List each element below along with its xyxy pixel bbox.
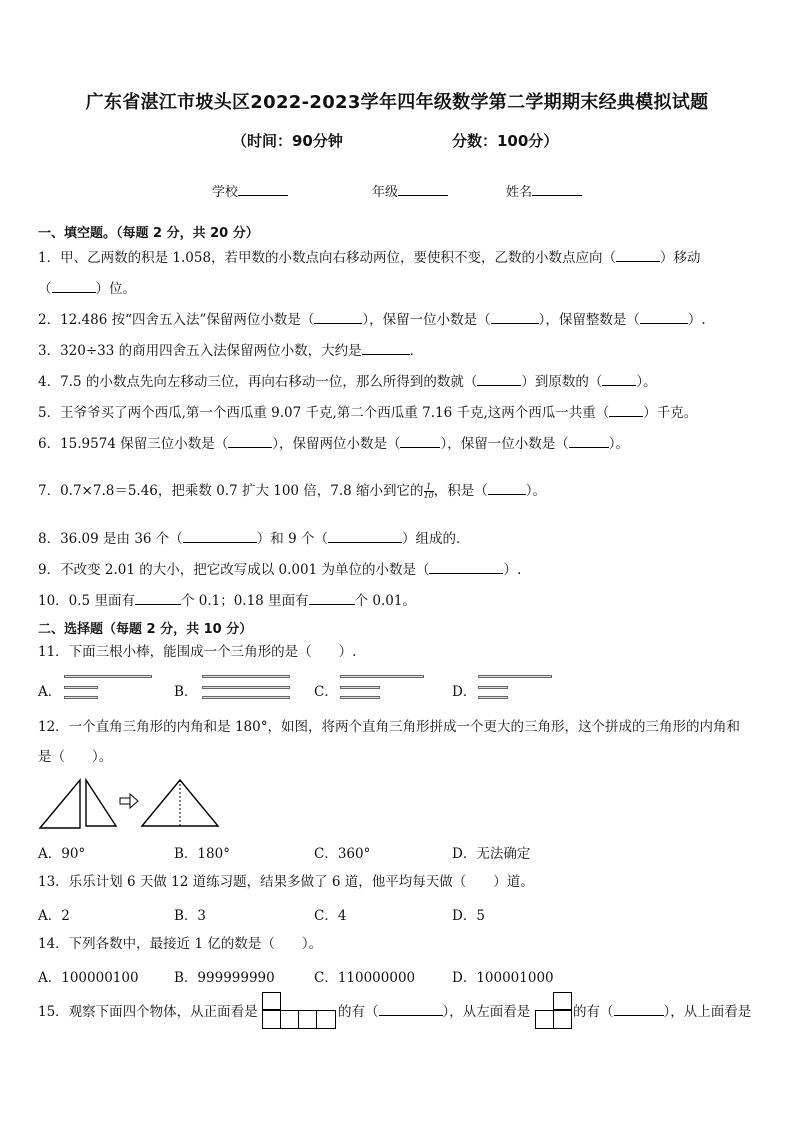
stick-a-mid	[64, 686, 98, 689]
stick-b-mid	[202, 686, 290, 689]
front-view-cell	[280, 1010, 299, 1029]
option-d: D．100001000	[452, 970, 554, 986]
answer-blank	[488, 482, 526, 495]
answer-blank	[309, 592, 355, 605]
question-3: 3．320÷33 的商用四舍五入法保留两位小数，大约是 ．	[38, 343, 424, 359]
option-b: B．180°	[174, 846, 230, 862]
answer-blank	[640, 311, 688, 324]
answer-blank	[228, 435, 272, 448]
question-4: 4．7.5 的小数点先向左移动三位，再向右移动一位，那么所得到的数就（ ）到原数的（ ）。	[38, 374, 657, 390]
question-12-line-2: 是（ ）。	[38, 749, 113, 765]
name-blank	[532, 183, 582, 196]
front-view-cell	[262, 1010, 281, 1029]
option-c: C．110000000	[314, 970, 416, 986]
question-9: 9．不改变 2.01 的大小，把它改写成以 0.001 为单位的小数是（ ）.	[38, 562, 522, 578]
fraction-one-tenth: $\frac{1}{10}$	[423, 482, 434, 500]
stick-c-mid	[340, 686, 380, 689]
triangles-figure	[38, 778, 228, 830]
front-view-cell	[316, 1010, 336, 1029]
option-d: D．无法确定	[452, 846, 531, 862]
stick-b-long	[202, 675, 290, 678]
option-a: A．90°	[38, 846, 86, 862]
option-c: C．	[314, 684, 338, 700]
grade-label: 年级	[372, 185, 399, 200]
stick-d-short	[478, 696, 508, 699]
question-12-line-1: 12．一个直角三角形的内角和是 180°，如图，将两个直角三角形拼成一个更大的三角形，这个拼成的三角形的内角和	[38, 719, 740, 735]
answer-blank	[602, 373, 636, 386]
answer-blank	[52, 280, 96, 293]
option-b: B．	[174, 684, 198, 700]
question-8: 8．36.09 是由 36 个（ ）和 9 个（ ）组成的．	[38, 531, 470, 547]
grade-field	[372, 181, 448, 200]
left-view-cell	[553, 992, 572, 1010]
name-field	[506, 181, 582, 200]
answer-blank	[362, 342, 410, 355]
right-triangle-left	[40, 780, 80, 828]
grade-blank	[398, 183, 448, 196]
question-14-options	[38, 966, 778, 986]
option-d: D．5	[452, 908, 485, 924]
question-15-part-1: 15．观察下面四个物体，从正面看是	[38, 1004, 258, 1020]
exam-title: 广东省湛江市坡头区2022-2023学年四年级数学第二学期期末经典模拟试题	[85, 92, 709, 113]
question-13: 13．乐乐计划 6 天做 12 道练习题，结果多做了 6 道，他平均每天做（ ）道。	[38, 874, 534, 890]
left-view-cell	[553, 1010, 572, 1029]
stick-a-long	[64, 675, 152, 678]
answer-blank	[328, 530, 402, 543]
left-view-cell	[535, 1010, 554, 1029]
question-6: 6．15.9574 保留三位小数是（ ），保留两位小数是（ ），保留一位小数是（ ）。	[38, 436, 629, 452]
answer-blank	[429, 561, 503, 574]
stick-d-long	[478, 675, 552, 678]
school-blank	[238, 183, 288, 196]
exam-score: 分数：100分）	[452, 132, 559, 150]
stick-c-short	[340, 696, 380, 699]
question-15-part-2: 的有（ ），从左面看是	[338, 1004, 531, 1020]
question-13-options	[38, 904, 778, 924]
question-7: 7．0.7×7.8＝5.46，把乘数 0.7 扩大 100 倍，7.8 缩小到它的 $\frac{1}{10}$ ，积是（ ）。	[38, 482, 546, 500]
school-label: 学校	[212, 185, 239, 200]
question-10: 10．0.5 里面有 个 0.1；0.18 里面有 个 0.01。	[38, 593, 416, 609]
answer-blank	[477, 373, 521, 386]
question-5: 5．王爷爷买了两个西瓜,第一个西瓜重 9.07 千克,第二个西瓜重 7.16 千克,这两个西瓜一共重（ ）千克。	[38, 405, 698, 421]
answer-blank	[569, 435, 609, 448]
option-b: B．3	[174, 908, 207, 924]
question-14: 14．下列各数中，最接近 1 亿的数是（ ）。	[38, 936, 323, 952]
section-1-title: 一、填空题。（每题 2 分，共 20 分）	[38, 226, 259, 241]
question-1-line-1: 1．甲、乙两数的积是 1.058，若甲数的小数点向右移动两位，要使积不变，乙数的小数点应向（ ）移动	[38, 250, 701, 266]
stick-a-short	[64, 696, 98, 699]
option-b: B．999999990	[174, 970, 275, 986]
question-1-line-2: （ ）位。	[38, 281, 136, 297]
answer-blank	[616, 249, 660, 262]
answer-blank	[379, 1003, 443, 1016]
answer-blank	[183, 530, 257, 543]
option-a: A．	[38, 684, 62, 700]
section-2-title: 二、选择题（每题 2 分，共 10 分）	[38, 622, 253, 637]
answer-blank	[135, 592, 181, 605]
question-12-options	[38, 842, 778, 862]
front-view-cell	[298, 1010, 317, 1029]
answer-blank	[400, 435, 440, 448]
name-label: 姓名	[506, 185, 533, 200]
arrow-icon	[120, 794, 138, 808]
answer-blank	[491, 311, 539, 324]
question-2: 2．12.486 按“四舍五入法”保留两位小数是（ ），保留一位小数是（ ），保留整数是（ ）.	[38, 312, 706, 328]
option-a: A．100000100	[38, 970, 139, 986]
front-view-cell	[262, 992, 281, 1010]
question-11: 11．下面三根小棒，能围成一个三角形的是（ ）.	[38, 644, 357, 660]
stick-b-short	[202, 696, 290, 699]
stick-d-mid	[478, 686, 508, 689]
answer-blank	[314, 311, 362, 324]
option-a: A．2	[38, 908, 70, 924]
question-15-part-3: 的有（ ），从上面看是	[573, 1004, 752, 1020]
question-11-options	[38, 680, 778, 706]
answer-blank	[609, 404, 643, 417]
stick-c-long	[340, 675, 424, 678]
option-d: D．	[452, 684, 477, 700]
answer-blank	[614, 1003, 664, 1016]
option-c: C．360°	[314, 846, 371, 862]
school-field	[212, 181, 288, 200]
right-triangle-right	[86, 780, 116, 826]
option-c: C．4	[314, 908, 347, 924]
exam-time: （时间：90分钟	[232, 132, 343, 150]
combined-triangle	[142, 780, 218, 826]
